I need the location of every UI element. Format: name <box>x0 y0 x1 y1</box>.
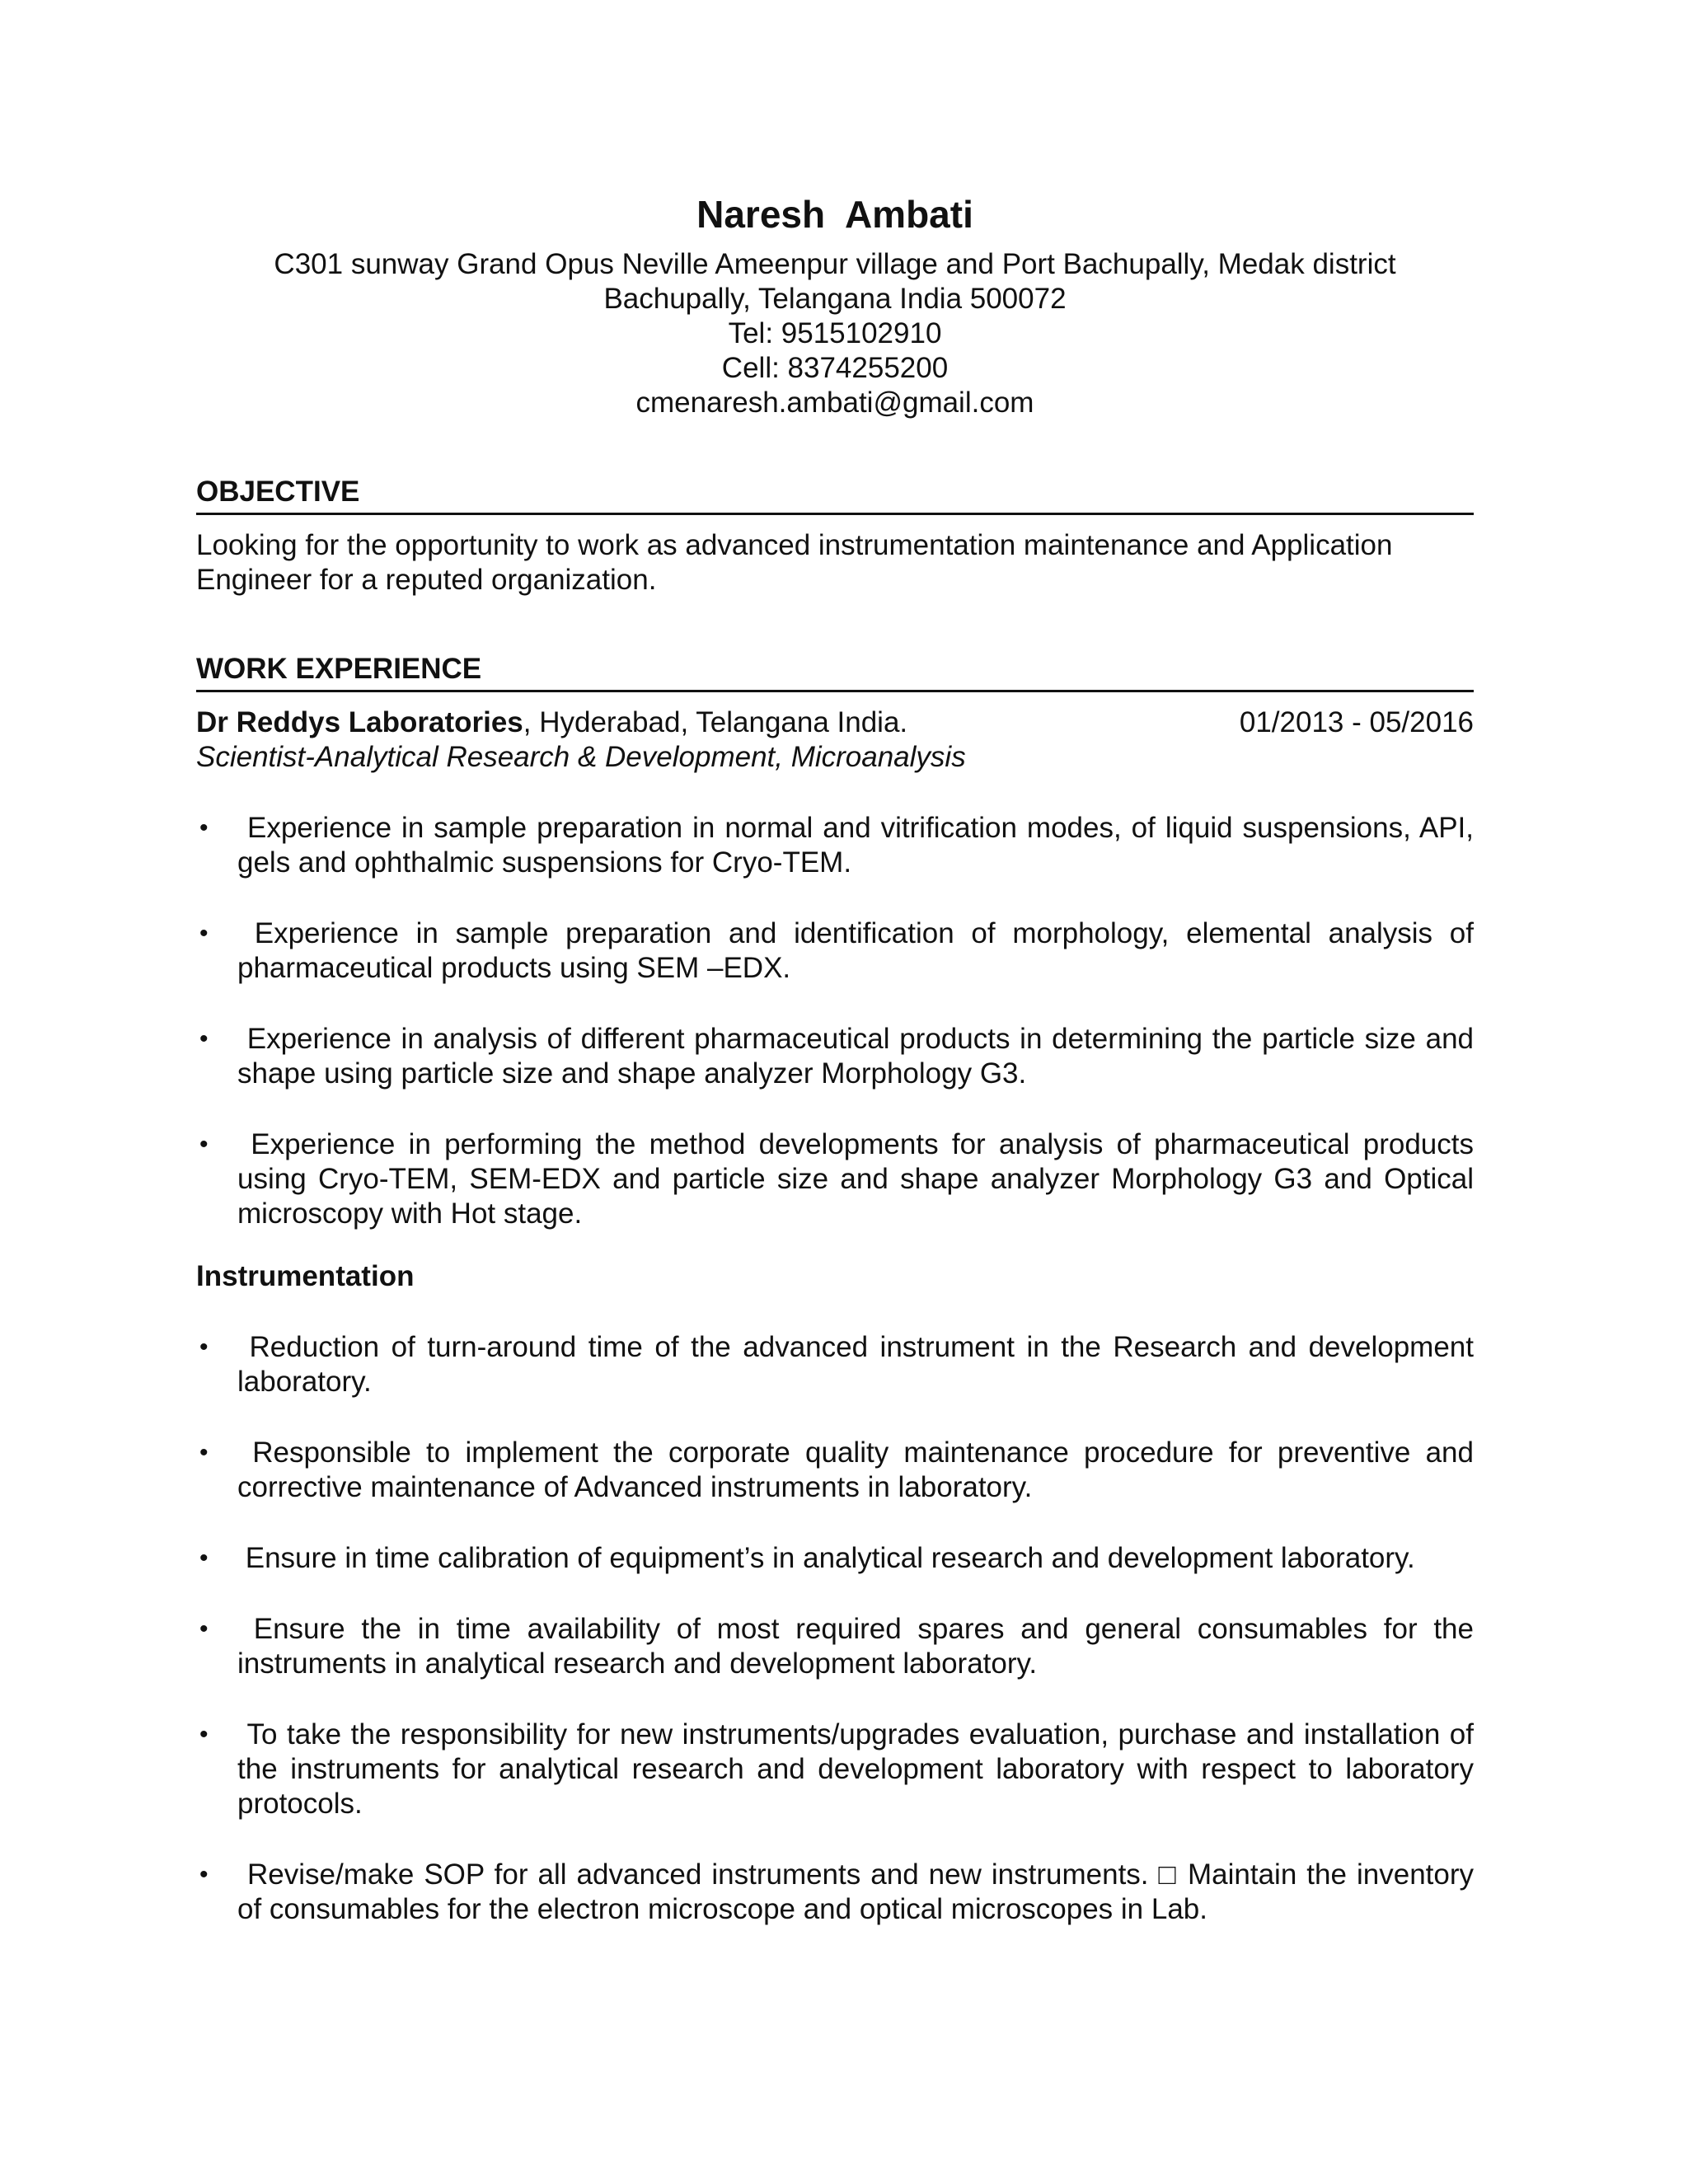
bullet-icon: • <box>199 1861 209 1888</box>
instrumentation-item: • Ensure in time calibration of equipment’s in analytical research and development laboratory. <box>199 1542 1415 1574</box>
address-line-1: C301 sunway Grand Opus Neville Ameenpur village and Port Bachupally, Medak district <box>274 248 1396 280</box>
instrumentation-item: • Revise/make SOP for all advanced instruments and new instruments. □ Maintain the inventory of consumables for the electron microscope and optical microscopes in Lab. <box>199 1858 1475 1925</box>
experience-item: • Experience in sample preparation in normal and vitrification modes, of liquid suspensions, API, gels and ophthalmic suspensions for Cryo-TEM. <box>199 812 1475 879</box>
bullet-icon: • <box>199 1025 209 1052</box>
job-employer <box>196 705 907 740</box>
cell-phone: Cell: 8374255200 <box>721 352 949 384</box>
experience-item: • Experience in sample preparation and identification of morphology, elemental analysis of pharmaceutical products using SEM –EDX. <box>199 917 1474 984</box>
address-line-2: Bachupally, Telangana India 500072 <box>603 283 1067 315</box>
bullet-icon: • <box>199 1131 209 1158</box>
company-location: , Hyderabad, Telangana India. <box>523 706 908 738</box>
instrumentation-item: • Responsible to implement the corporate quality maintenance procedure for preventive and corrective maintenance of Advanced instruments in laboratory. <box>199 1436 1474 1503</box>
instrumentation-item: • Ensure the in time availability of most required spares and general consumables for the instruments in analytical research and development laboratory. <box>199 1613 1474 1680</box>
experience-list <box>196 811 1474 1231</box>
telephone: Tel: 9515102910 <box>728 317 942 349</box>
instrumentation-heading: Instrumentation <box>196 1260 415 1292</box>
resume-page <box>196 191 1474 1963</box>
job-header <box>196 705 1474 740</box>
instrumentation-item: • To take the responsibility for new instruments/upgrades evaluation, purchase and installation of the instruments for analytical research and development laboratory with respect to laboratory protocols. <box>199 1718 1475 1820</box>
email-address: cmenaresh.ambati@gmail.com <box>635 387 1034 419</box>
instrumentation-item: • Reduction of turn-around time of the advanced instrument in the Research and development laboratory. <box>199 1331 1474 1398</box>
bullet-icon: • <box>199 920 209 947</box>
instrumentation-list <box>196 1330 1474 1927</box>
bullet-icon: • <box>199 1544 209 1572</box>
job-dates: 01/2013 - 05/2016 <box>1239 706 1474 738</box>
company-name: Dr Reddys Laboratories <box>196 706 523 738</box>
experience-item: • Experience in analysis of different pharmaceutical products in determining the particle size and shape using particle size and shape analyzer Morphology G3. <box>199 1023 1475 1090</box>
bullet-icon: • <box>199 1333 209 1361</box>
candidate-name: Naresh Ambati <box>696 193 973 236</box>
bullet-icon: • <box>199 1439 209 1466</box>
bullet-icon: • <box>199 1721 209 1748</box>
work-experience-heading: WORK EXPERIENCE <box>196 652 1474 692</box>
experience-item: • Experience in performing the method developments for analysis of pharmaceutical products using Cryo-TEM, SEM-EDX and particle size and shape analyzer Morphology G3 and Optical microscopy with Hot stage. <box>199 1128 1474 1230</box>
job-title: Scientist-Analytical Research & Development, Microanalysis <box>196 741 966 773</box>
objective-text: Looking for the opportunity to work as advanced instrumentation maintenance and Application Engineer for a reputed organization. <box>196 529 1393 596</box>
bullet-icon: • <box>199 1615 209 1643</box>
objective-heading: OBJECTIVE <box>196 475 1474 515</box>
bullet-icon: • <box>199 814 209 841</box>
